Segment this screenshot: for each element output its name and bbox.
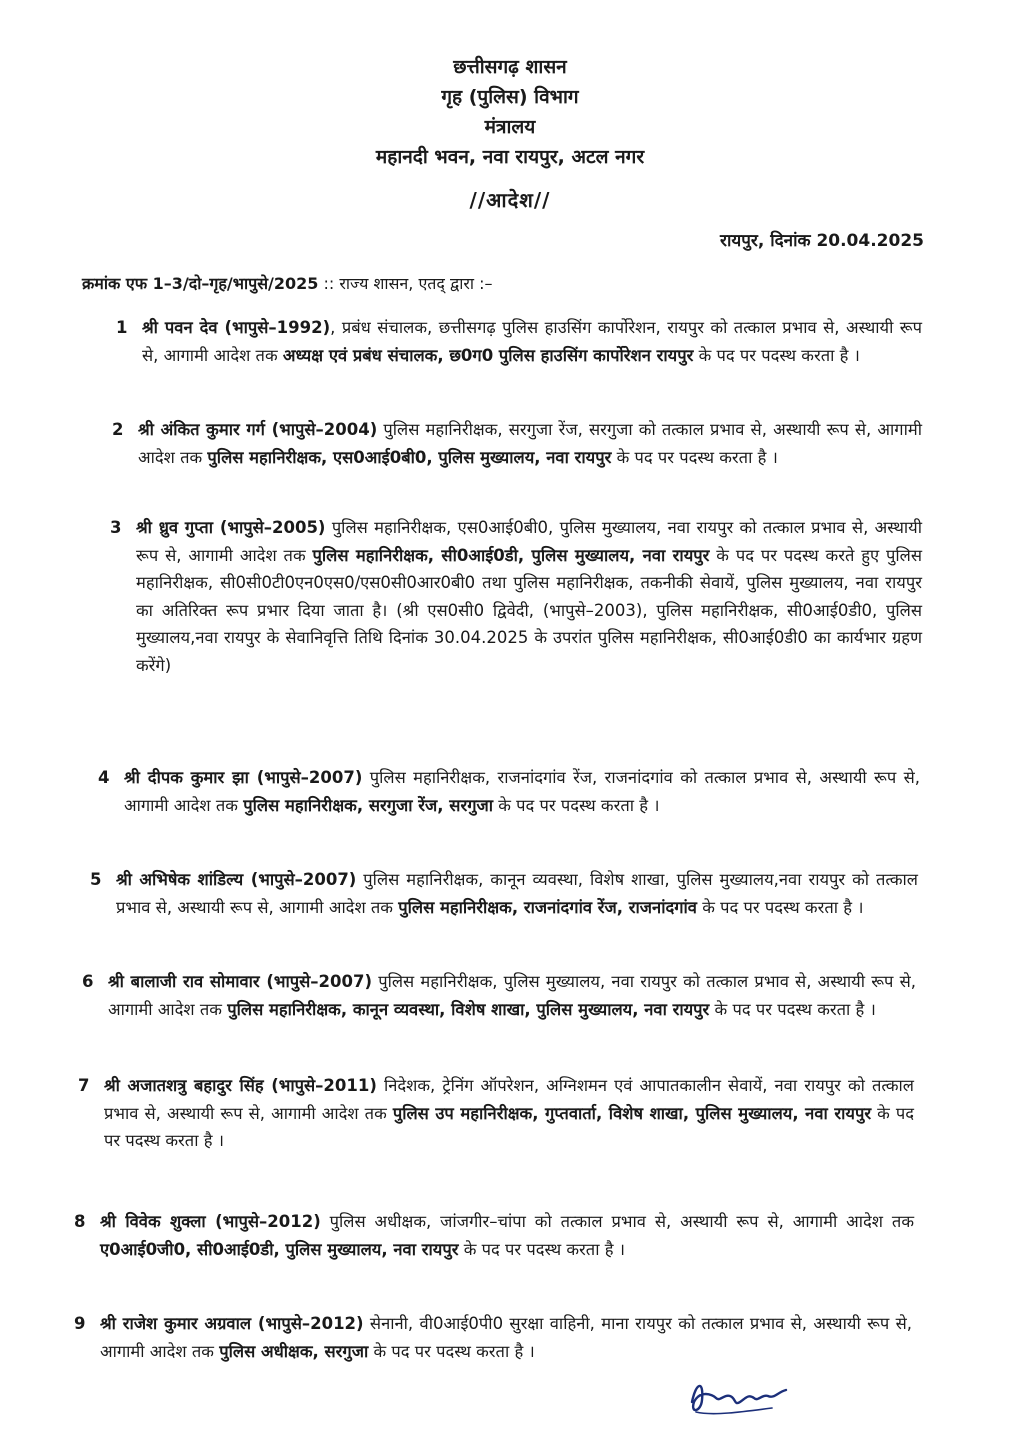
- item-number: 5: [90, 870, 102, 889]
- officer-name: श्री बालाजी राव सोमावार (भापुसे–2007): [108, 972, 373, 991]
- new-post: पुलिस अधीक्षक, सरगुजा: [219, 1341, 369, 1361]
- item-number: 4: [98, 768, 110, 787]
- item-text: , प्रबंध संचालक, छत्तीसगढ़ पुलिस हाउसिंग कार्पोरेशन, रायपुर को तत्काल प्रभाव से, अस्थायी रूप से, आगामी आदेश तक: [142, 318, 922, 365]
- officer-name: श्री अंकित कुमार गर्ग (भापुसे–2004): [138, 420, 378, 439]
- order-item: [74, 1310, 912, 1365]
- order-item: [82, 968, 916, 1023]
- item-number: 7: [78, 1076, 90, 1095]
- item-text-end: के पद पर पदस्थ करता है ।: [458, 1239, 625, 1259]
- item-text-end: के पद पर पदस्थ करता है ।: [611, 447, 778, 467]
- officer-name: श्री पवन देव (भापुसे–1992): [142, 318, 331, 337]
- order-item: [90, 866, 918, 921]
- new-post: पुलिस महानिरीक्षक, सी0आई0डी, पुलिस मुख्यालय, नवा रायपुर: [312, 545, 710, 565]
- item-text-end: के पद पर पदस्थ करते हुए पुलिस महानिरीक्षक, सी0सी0टी0एन0एस0/एस0सी0आर0बी0 तथा पुलिस महानिरीक्षक, तकनीकी सेवायें, पुलिस मुख्यालय, नवा रायपुर का अतिरिक्त रूप प्रभार दिया जाता है। (श्री एस0सी0 द्विवेदी, (भापुसे–2003), पुलिस महानिरीक्षक, सी0आई0डी0, पुलिस मुख्यालय,नवा रायपुर के सेवानिवृत्ति तिथि दिनांक 30.04.2025 के उपरांत पुलिस महानिरीक्षक, सी0आई0डी0 का कार्यभार ग्रहण करेंगे): [136, 545, 922, 675]
- header-line-address: महानदी भवन, नवा रायपुर, अटल नगर: [375, 146, 645, 168]
- order-item: [116, 314, 922, 369]
- new-post: पुलिस महानिरीक्षक, एस0आई0बी0, पुलिस मुख्यालय, नवा रायपुर: [207, 447, 612, 467]
- item-text-end: के पद पर पदस्थ करता है ।: [696, 897, 864, 917]
- new-post: पुलिस महानिरीक्षक, सरगुजा रेंज, सरगुजा: [243, 795, 494, 815]
- officer-name: श्री राजेश कुमार अग्रवाल (भापुसे–2012): [100, 1314, 364, 1333]
- new-post: अध्यक्ष एवं प्रबंध संचालक, छ0ग0 पुलिस हाउसिंग कार्पोरेशन रायपुर: [282, 345, 694, 365]
- item-text: पुलिस महानिरीक्षक, एस0आई0बी0, पुलिस मुख्यालय, नवा रायपुर को तत्काल प्रभाव से, अस्थायी रूप से, आगामी आदेश तक: [136, 518, 923, 565]
- item-text-end: के पद पर पदस्थ करता है ।: [693, 345, 860, 365]
- item-text: पुलिस महानिरीक्षक, कानून व्यवस्था, विशेष शाखा, पुलिस मुख्यालय,नवा रायपुर को तत्काल प्रभाव से, अस्थायी रूप से, आगामी आदेश तक: [116, 870, 918, 917]
- officer-name: श्री अजातशत्रु बहादुर सिंह (भापुसे–2011): [104, 1076, 377, 1095]
- order-item: [74, 1208, 914, 1263]
- officer-name: श्री ध्रुव गुप्ता (भापुसे–2005): [136, 518, 326, 537]
- order-item: [98, 764, 920, 819]
- order-title: //आदेश//: [469, 188, 551, 212]
- item-text: निदेशक, ट्रेनिंग ऑपरेशन, अग्निशमन एवं आपातकालीन सेवायें, नवा रायपुर को तत्काल प्रभाव से, अस्थायी रूप से, आगामी आदेश तक: [104, 1076, 914, 1123]
- item-number: 6: [82, 972, 94, 991]
- item-number: 9: [74, 1314, 86, 1333]
- new-post: पुलिस उप महानिरीक्षक, गुप्तवार्ता, विशेष शाखा, पुलिस मुख्यालय, नवा रायपुर: [392, 1103, 872, 1123]
- item-text: पुलिस अधीक्षक, जांजगीर–चांपा को तत्काल प्रभाव से, अस्थायी रूप से, आगामी आदेश तक: [320, 1212, 914, 1231]
- order-item: [78, 1072, 915, 1155]
- reference-number: क्रमांक एफ 1–3/दो–गृह/भापुसे/2025: [82, 274, 319, 293]
- new-post: पुलिस महानिरीक्षक, राजनांदगांव रेंज, राजनांदगांव: [398, 897, 697, 917]
- item-text: पुलिस महानिरीक्षक, सरगुजा रेंज, सरगुजा को तत्काल प्रभाव से, अस्थायी रूप से, आगामी आदेश तक: [138, 420, 923, 467]
- item-text: सेनानी, वी0आई0पी0 सुरक्षा वाहिनी, माना रायपुर को तत्काल प्रभाव से, अस्थायी रूप से, आगामी आदेश तक: [100, 1314, 912, 1361]
- header-line-ministry: मंत्रालय: [484, 116, 536, 138]
- new-post: पुलिस महानिरीक्षक, कानून व्यवस्था, विशेष शाखा, पुलिस मुख्यालय, नवा रायपुर: [227, 999, 710, 1019]
- order-item: [112, 416, 923, 471]
- officer-name: श्री दीपक कुमार झा (भापुसे–2007): [124, 768, 363, 787]
- item-text-end: के पद पर पदस्थ करता है ।: [493, 795, 660, 815]
- reference-line: [82, 272, 942, 294]
- officer-name: श्री विवेक शुक्ला (भापुसे–2012): [100, 1212, 321, 1231]
- item-text: पुलिस महानिरीक्षक, राजनांदगांव रेंज, राजनांदगांव को तत्काल प्रभाव से, अस्थायी रूप से, आगामी आदेश तक: [124, 768, 920, 815]
- handwritten-signature: [682, 1372, 792, 1422]
- item-number: 3: [110, 518, 122, 537]
- item-number: 2: [112, 420, 124, 439]
- item-text: पुलिस महानिरीक्षक, पुलिस मुख्यालय, नवा रायपुर को तत्काल प्रभाव से, अस्थायी रूप से, आगामी आदेश तक: [108, 972, 916, 1019]
- item-text-end: के पद पर पदस्थ करता है ।: [368, 1341, 535, 1361]
- item-text-end: के पद पर पदस्थ करता है ।: [104, 1103, 915, 1150]
- reference-text: :: राज्य शासन, एतद् द्वारा :–: [318, 274, 493, 293]
- officer-name: श्री अभिषेक शांडिल्य (भापुसे–2007): [116, 870, 357, 889]
- place-date: रायपुर, दिनांक 20.04.2025: [720, 231, 924, 251]
- item-text-end: के पद पर पदस्थ करता है ।: [709, 999, 876, 1019]
- new-post: ए0आई0जी0, सी0आई0डी, पुलिस मुख्यालय, नवा रायपुर: [100, 1239, 459, 1259]
- item-number: 1: [116, 318, 128, 337]
- order-item: [110, 514, 923, 679]
- item-number: 8: [74, 1212, 86, 1231]
- header-line-department: गृह (पुलिस) विभाग: [441, 86, 579, 108]
- letterhead: [0, 52, 1020, 172]
- header-line-government: छत्तीसगढ़ शासन: [453, 56, 567, 78]
